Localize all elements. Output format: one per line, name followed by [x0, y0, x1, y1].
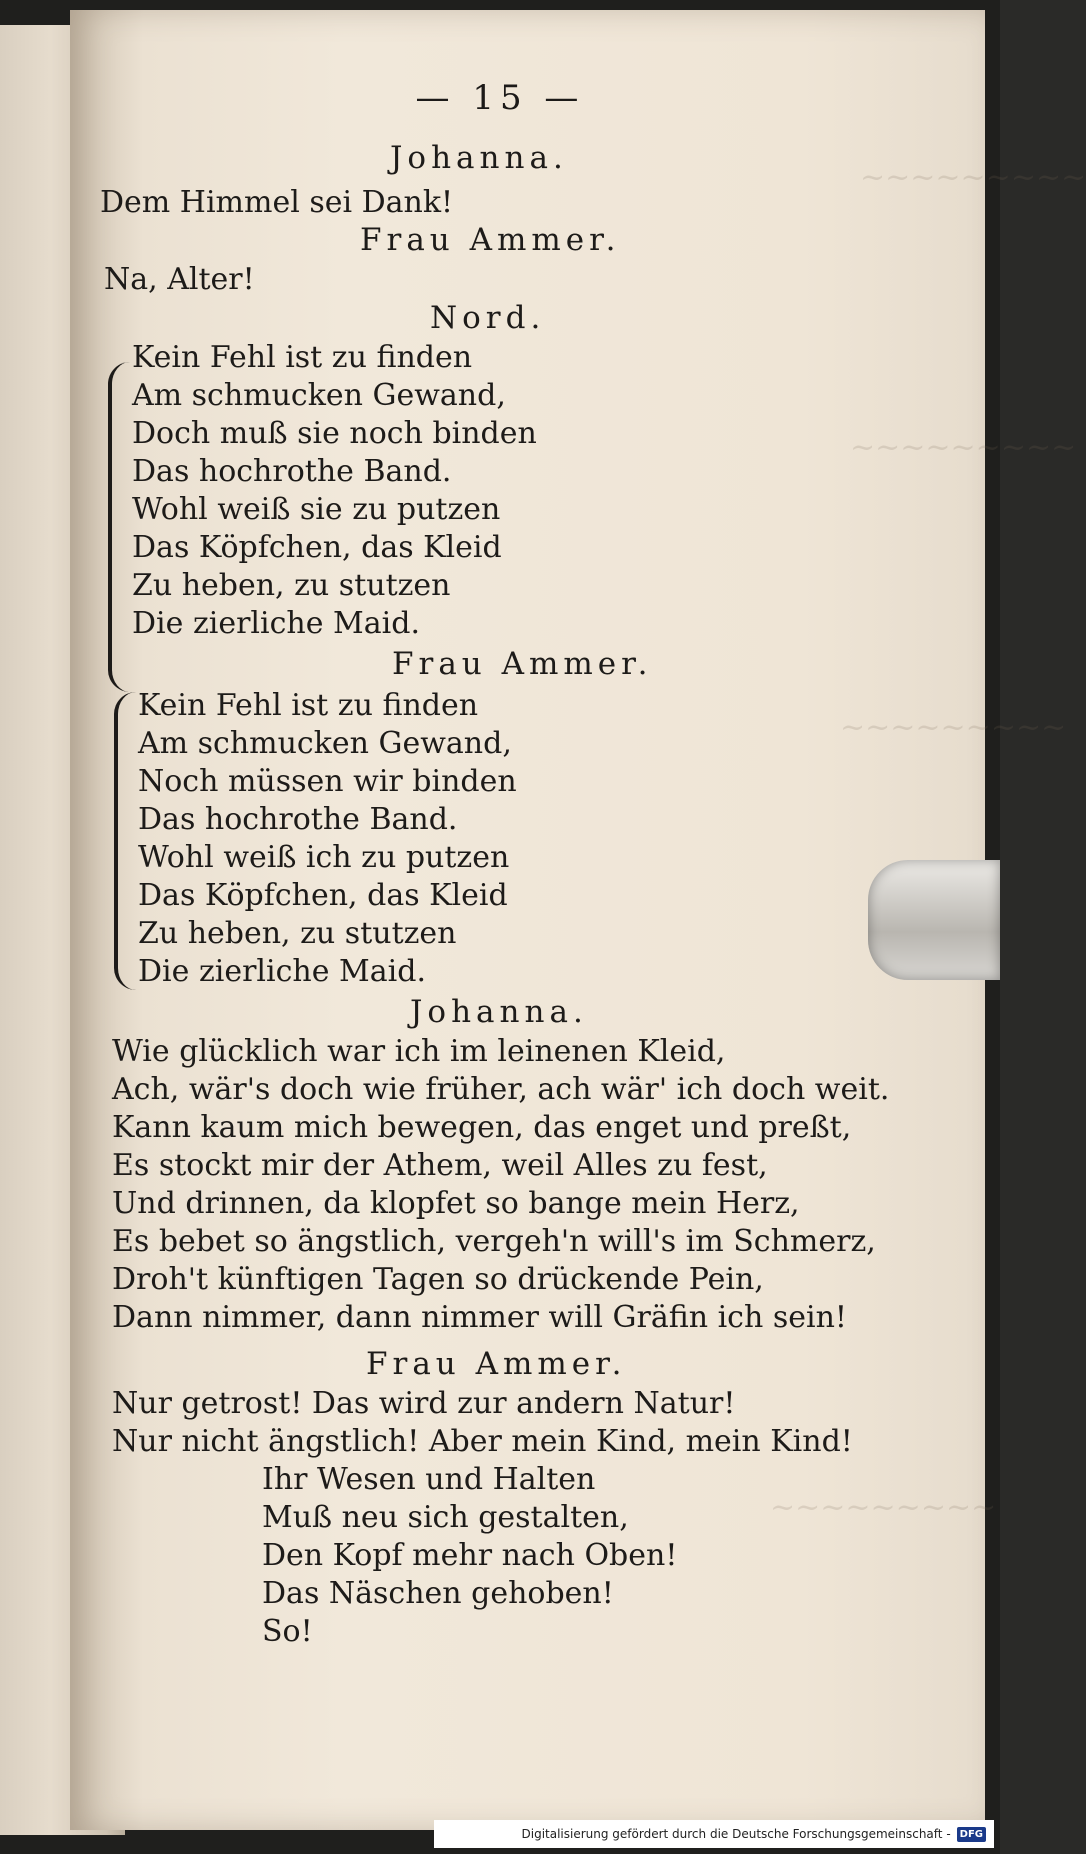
verse-line: Dann nimmer, dann nimmer will Gräfin ich sein!: [112, 1300, 847, 1335]
verse-line: Na, Alter!: [104, 262, 255, 297]
verse-line: Den Kopf mehr nach Oben!: [262, 1538, 678, 1573]
verse-line: Kann kaum mich bewegen, das enget und preßt,: [112, 1110, 852, 1145]
verse-line: Zu heben, zu stutzen: [132, 568, 451, 603]
verse-line: Kein Fehl ist zu finden: [138, 688, 479, 723]
verse-line: Droh't künftigen Tagen so drückende Pein,: [112, 1262, 764, 1297]
verse-line: Die zierliche Maid.: [138, 954, 426, 989]
bleed-through: ~~~~~~~~~: [770, 1490, 997, 1525]
page-number: — 15 —: [415, 78, 585, 118]
footer-credit: Digitalisierung gefördert durch die Deutsche Forschungsgemeinschaft -: [521, 1827, 951, 1841]
verse-line: Ihr Wesen und Halten: [262, 1462, 596, 1497]
verse-line: Das Köpfchen, das Kleid: [132, 530, 502, 565]
verse-brace: [114, 692, 136, 990]
verse-line: Das hochrothe Band.: [132, 454, 452, 489]
verse-line: Zu heben, zu stutzen: [138, 916, 457, 951]
verse-line: Und drinnen, da klopfet so bange mein Herz,: [112, 1186, 800, 1221]
verse-line: Nur getrost! Das wird zur andern Natur!: [112, 1386, 736, 1421]
speaker-name: Nord.: [430, 300, 546, 336]
page-clip: [868, 860, 1000, 980]
verse-line: Es stockt mir der Athem, weil Alles zu fest,: [112, 1148, 768, 1183]
verse-line: Dem Himmel sei Dank!: [100, 185, 454, 220]
verse-line: Die zierliche Maid.: [132, 606, 420, 641]
verse-line: Am schmucken Gewand,: [138, 726, 512, 761]
verse-line: Das Näschen gehoben!: [262, 1576, 614, 1611]
dfg-logo: DFG: [957, 1827, 986, 1842]
digitization-footer: [434, 1820, 994, 1848]
bleed-through: ~~~~~~~~~: [860, 160, 1086, 195]
verse-line: Kein Fehl ist zu finden: [132, 340, 473, 375]
speaker-name: Frau Ammer.: [366, 1346, 627, 1382]
verse-line: Wohl weiß ich zu putzen: [138, 840, 510, 875]
bleed-through: ~~~~~~~~~: [840, 710, 1067, 745]
verse-line: Das Köpfchen, das Kleid: [138, 878, 508, 913]
speaker-name: Johanna.: [390, 140, 568, 176]
verse-line: Muß neu sich gestalten,: [262, 1500, 629, 1535]
verse-line: Am schmucken Gewand,: [132, 378, 506, 413]
verse-line: Wohl weiß sie zu putzen: [132, 492, 501, 527]
verse-line: Wie glücklich war ich im leinenen Kleid,: [112, 1034, 726, 1069]
verse-line: Doch muß sie noch binden: [132, 416, 537, 451]
verse-line: Nur nicht ängstlich! Aber mein Kind, mein Kind!: [112, 1424, 853, 1459]
speaker-name: Johanna.: [410, 994, 588, 1030]
speaker-name: Frau Ammer.: [360, 222, 621, 258]
verse-line: Ach, wär's doch wie früher, ach wär' ich doch weit.: [112, 1072, 890, 1107]
verse-line: Noch müssen wir binden: [138, 764, 517, 799]
verse-line: Das hochrothe Band.: [138, 802, 458, 837]
speaker-name: Frau Ammer.: [392, 646, 653, 682]
verse-line: Es bebet so ängstlich, vergeh'n will's im Schmerz,: [112, 1224, 876, 1259]
bleed-through: ~~~~~~~~~: [850, 430, 1077, 465]
verse-brace: [108, 362, 130, 692]
verse-line: So!: [262, 1614, 313, 1649]
